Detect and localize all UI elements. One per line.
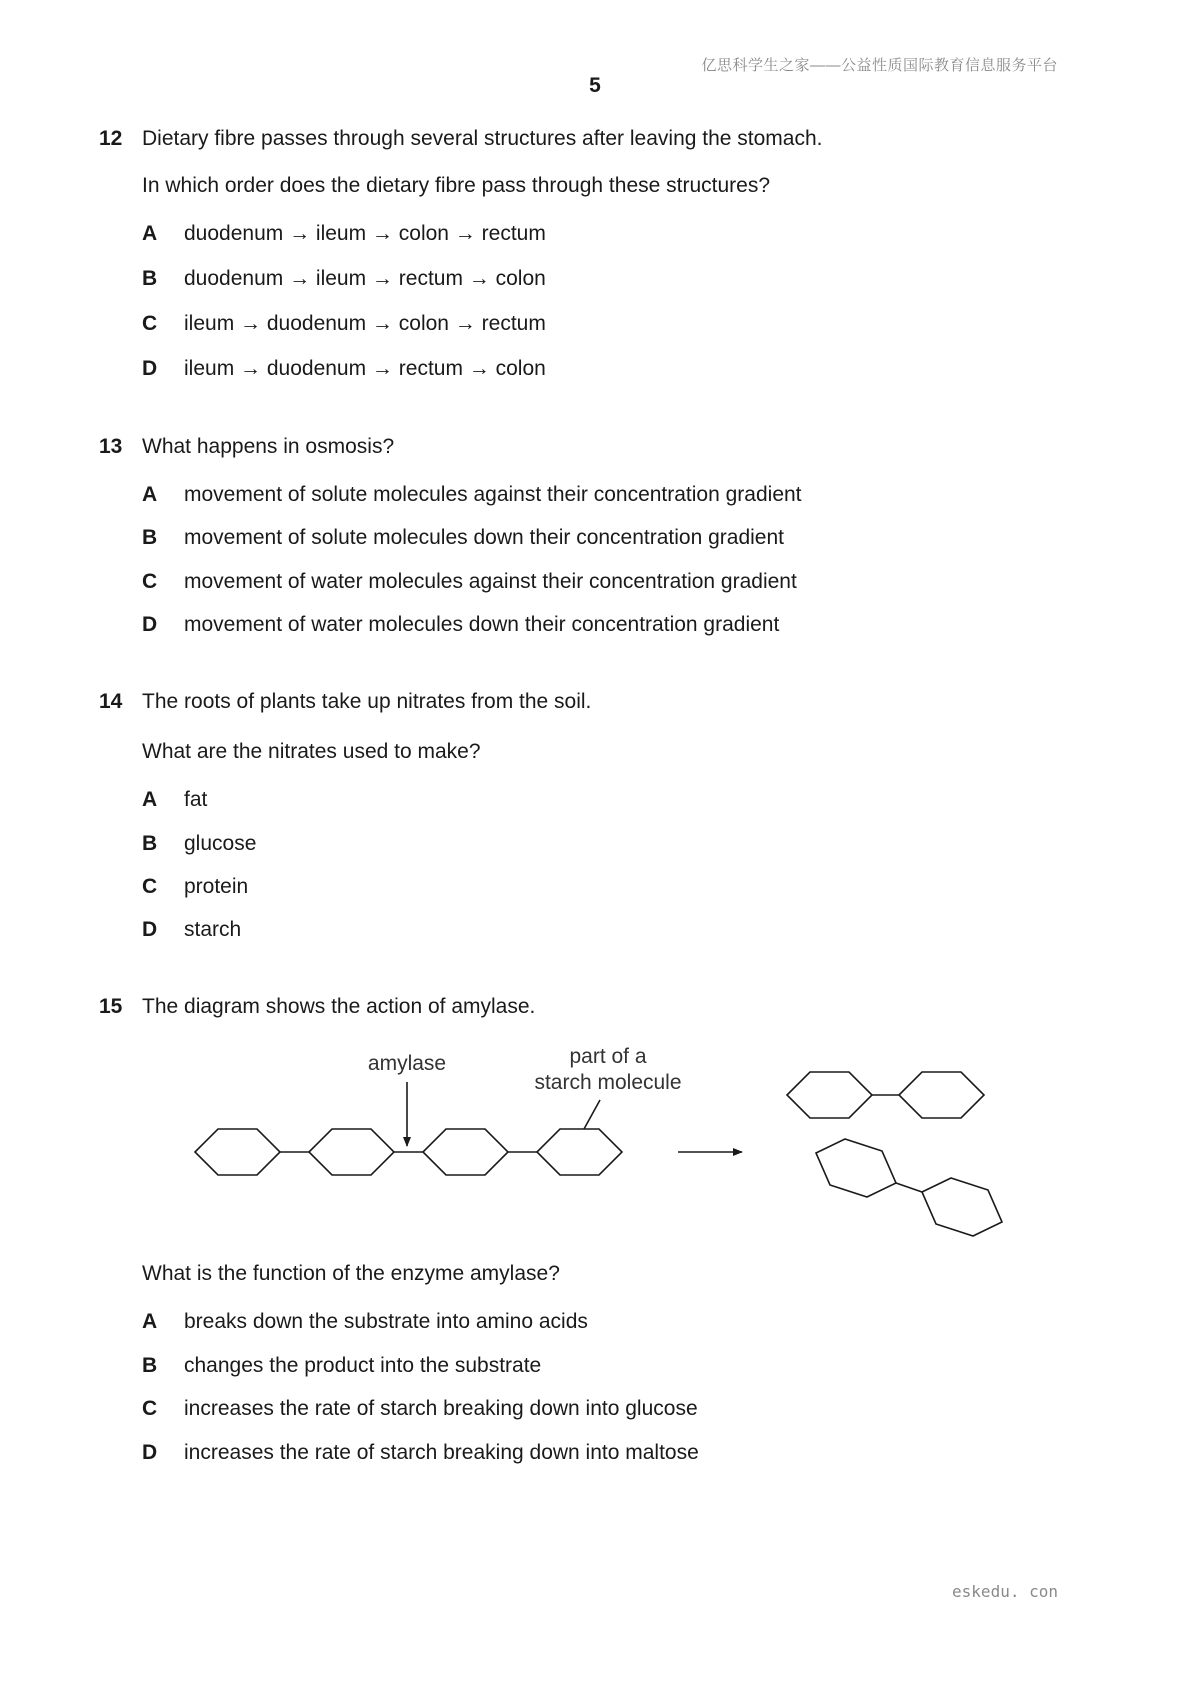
option-letter: C: [142, 312, 158, 335]
glucose-unit-hexagon: [423, 1129, 508, 1175]
option-text: movement of water molecules down their concentration gradient: [184, 613, 780, 636]
starch-leader-line: [584, 1100, 600, 1129]
option-text: starch: [184, 918, 242, 941]
question-stem: The roots of plants take up nitrates from the soil.: [142, 690, 592, 713]
option-letter: A: [142, 788, 158, 811]
option-text: increases the rate of starch breaking down into glucose: [184, 1397, 698, 1420]
option-text: duodenum → ileum → rectum → colon: [184, 267, 546, 290]
maltose-unit-hexagon: [816, 1139, 896, 1197]
question-number: 13: [99, 435, 123, 458]
option-text: changes the product into the substrate: [184, 1354, 542, 1377]
option-letter: A: [142, 1310, 158, 1333]
glucose-unit-hexagon: [195, 1129, 280, 1175]
starch-label-line1: part of a: [569, 1045, 647, 1068]
amylase-label: amylase: [367, 1052, 447, 1075]
option-text: movement of solute molecules down their concentration gradient: [184, 526, 784, 549]
question-number: 14: [99, 690, 123, 713]
option-letter: B: [142, 267, 158, 290]
option-text: movement of solute molecules against their concentration gradient: [184, 483, 802, 506]
footer-site: eskedu. con: [952, 1582, 1058, 1601]
option-text: breaks down the substrate into amino acids: [184, 1310, 588, 1333]
glucose-unit-hexagon: [537, 1129, 622, 1175]
option-letter: B: [142, 526, 158, 549]
page-number: 5: [589, 74, 601, 97]
option-letter: C: [142, 1397, 158, 1420]
option-text: ileum → duodenum → colon → rectum: [184, 312, 546, 335]
glucose-unit-hexagon: [309, 1129, 394, 1175]
maltose-unit-hexagon: [899, 1072, 984, 1118]
option-letter: A: [142, 222, 158, 245]
option-letter: D: [142, 918, 158, 941]
question-stem: In which order does the dietary fibre pass through these structures?: [142, 174, 771, 197]
starch-label-line2: starch molecule: [534, 1071, 682, 1094]
option-text: ileum → duodenum → rectum → colon: [184, 357, 546, 380]
option-letter: B: [142, 1354, 158, 1377]
option-letter: C: [142, 875, 158, 898]
option-text: fat: [184, 788, 208, 811]
option-letter: D: [142, 1441, 158, 1464]
glycosidic-bond: [896, 1183, 922, 1192]
header-watermark: 亿思科学生之家——公益性质国际教育信息服务平台: [701, 57, 1058, 74]
option-text: protein: [184, 875, 249, 898]
option-text: increases the rate of starch breaking down into maltose: [184, 1441, 699, 1464]
option-letter: D: [142, 613, 158, 636]
question-stem: What are the nitrates used to make?: [142, 740, 481, 763]
option-letter: A: [142, 483, 158, 506]
question-number: 12: [99, 127, 123, 150]
option-text: duodenum → ileum → colon → rectum: [184, 222, 546, 245]
option-letter: B: [142, 832, 158, 855]
option-letter: D: [142, 357, 158, 380]
question-stem: What is the function of the enzyme amylase?: [142, 1262, 560, 1285]
option-text: movement of water molecules against their concentration gradient: [184, 570, 797, 593]
option-letter: C: [142, 570, 158, 593]
question-number: 15: [99, 995, 123, 1018]
option-text: glucose: [184, 832, 257, 855]
question-stem: The diagram shows the action of amylase.: [142, 995, 536, 1018]
question-stem: What happens in osmosis?: [142, 435, 395, 458]
question-stem: Dietary fibre passes through several structures after leaving the stomach.: [142, 127, 823, 150]
maltose-unit-hexagon: [787, 1072, 872, 1118]
maltose-unit-hexagon: [922, 1178, 1002, 1236]
